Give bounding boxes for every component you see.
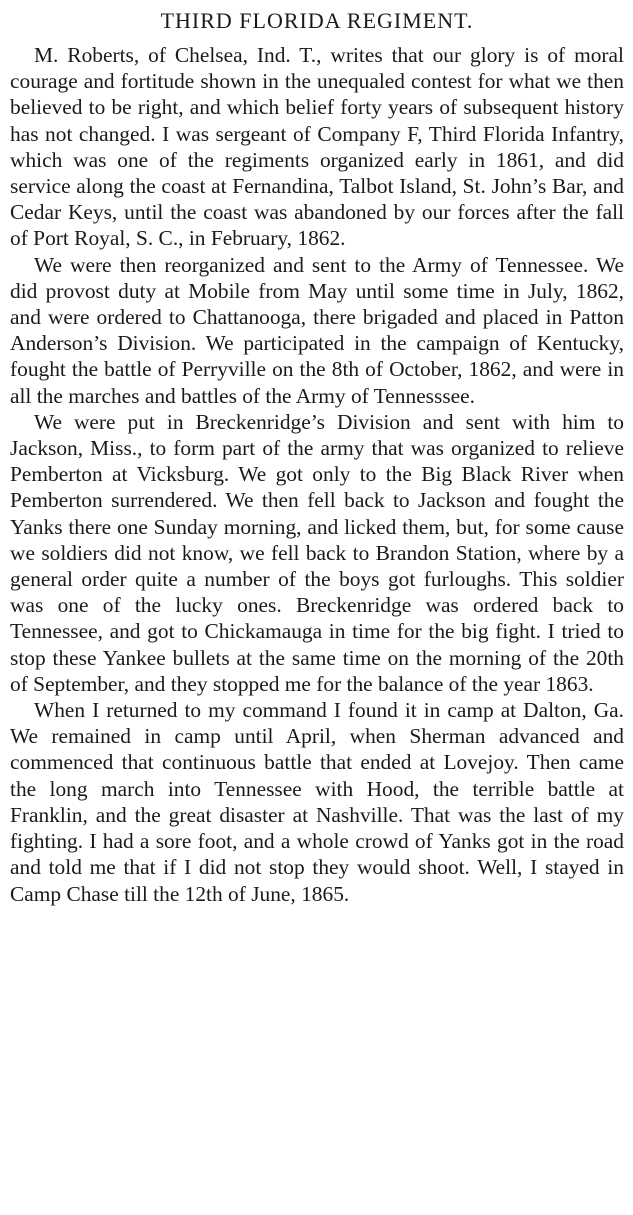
- article-paragraph-4: When I returned to my command I found it in camp at Dalton, Ga. We remained in camp until April, when Sherman advanced and commenced that continuous battle that ended at Lovejoy. Then came the long march into Tennessee with Hood, the terrible battle at Franklin, and the great disaster at Nashville. That was the last of my fighting. I had a sore foot, and a whole crowd of Yanks got in the road and told me that if I did not stop they would shoot. Well, I stayed in Camp Chase till the 12th of June, 1865.: [10, 698, 624, 906]
- article-paragraph-1: M. Roberts, of Chelsea, Ind. T., writes that our glory is of moral courage and fortitude shown in the unequaled contest for what we then believed to be right, and which belief forty years of subsequent history has not changed. I was sergeant of Company F, Third Florida Infantry, which was one of the regiments organized early in 1861, and did service along the coast at Fernandina, Talbot Island, St. John’s Bar, and Cedar Keys, until the coast was abandoned by our forces after the fall of Port Royal, S. C., in February, 1862.: [10, 43, 624, 251]
- article-title: THIRD FLORIDA REGIMENT.: [160, 8, 474, 33]
- article-paragraph-3: We were put in Breckenridge’s Division and sent with him to Jackson, Miss., to form part of the army that was organized to relieve Pemberton at Vicksburg. We got only to the Big Black River when Pemberton surrendered. We then fell back to Jackson and fought the Yanks there one Sunday morning, and licked them, but, for some cause we soldiers did not know, we fell back to Brandon Station, where by a general order quite a number of the boys got furloughs. This soldier was one of the lucky ones. Breckenridge was ordered back to Tennessee, and got to Chickamauga in time for the big fight. I tried to stop these Yankee bullets at the same time on the morning of the 20th of September, and they stopped me for the balance of the year 1863.: [10, 409, 624, 696]
- article-page: [10, 6, 624, 907]
- article-paragraph-2: We were then reorganized and sent to the Army of Tennessee. We did provost duty at Mobile from May until some time in July, 1862, and were ordered to Chattanooga, there brigaded and placed in Patton Anderson’s Division. We participated in the campaign of Kentucky, fought the battle of Perryville on the 8th of October, 1862, and were in all the marches and battles of the Army of Tennesssee.: [10, 252, 624, 408]
